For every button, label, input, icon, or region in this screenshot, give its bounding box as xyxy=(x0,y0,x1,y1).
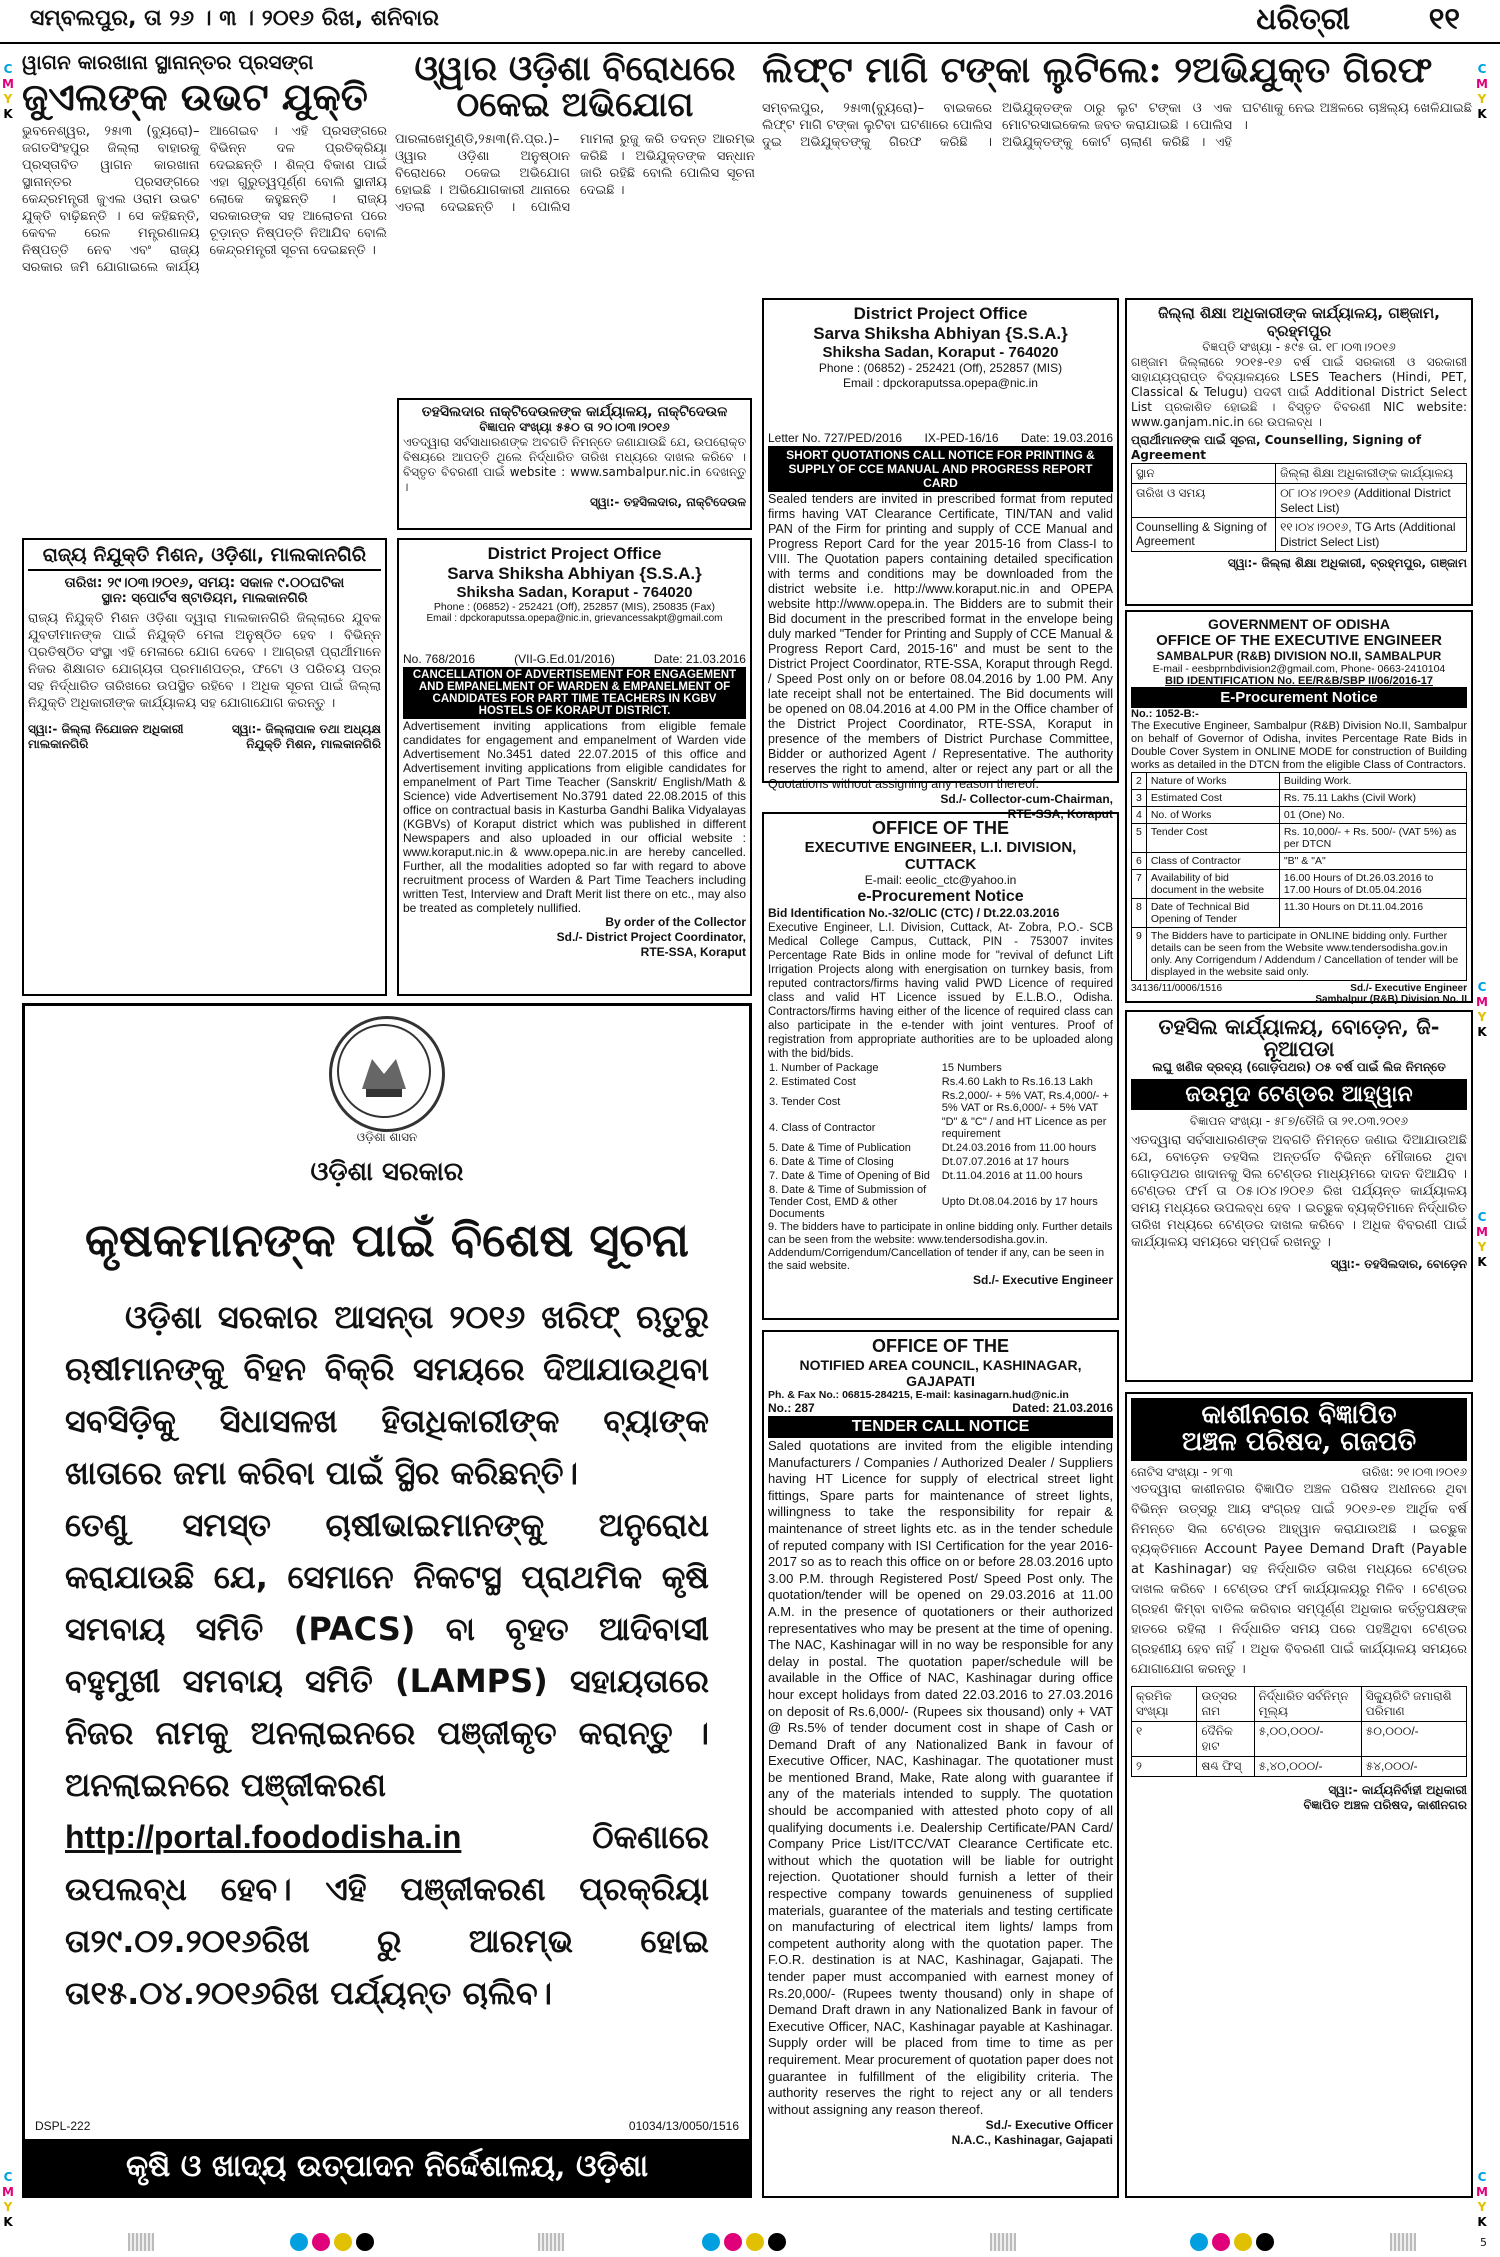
table-row: 2 Nature of Works Building Work. xyxy=(1132,773,1467,790)
notice-footer: 9. The bidders have to participate in online bidding only. Further details can be seen from the website: www.tendersodisha.gov.in. Addendum/Corrigendum/Cancellation of tender if any, can be seen in the said website. xyxy=(768,1221,1113,1272)
table-row: ୧ ଦୈନିକ ହାଟ ୫,୦୦,୦୦୦/- ୫୦,୦୦୦/- xyxy=(1132,1721,1467,1756)
table-row: ୨ ଷଣ୍ଢ ଫିସ୍ ୫,୪୦,୦୦୦/- ୫୪,୦୦୦/- xyxy=(1132,1756,1467,1776)
notice-tahasil-boden xyxy=(1125,1010,1473,1382)
notice-sign-1: Sd./- Collector-cum-Chairman, xyxy=(940,792,1113,806)
notice-ssa-printing xyxy=(762,298,1119,821)
notice-no: ନୋଟିସ ସଂଖ୍ୟା - ୨୮୩ xyxy=(1131,1464,1233,1479)
notice-bar: TENDER CALL NOTICE xyxy=(768,1416,1113,1438)
notice-title: ତହସିଲ କାର୍ଯ୍ୟାଳୟ, ବୋଡ଼େନ, ଜି- ନୂଆପଡା xyxy=(1158,1014,1440,1062)
story-body: ଭୁବନେଶ୍ୱର, ୨୫ା୩ (ବ୍ୟୁରୋ)– ଜଗତସିଂହପୁର ଜିଲ୍ଲା ବାହାରକୁ ପ୍ରସ୍ତାବିତ ୱାଗନ କାରଖାନା ସ୍ଥାନାନ୍ତର ପ୍ରସଙ୍ଗରେ କେନ୍ଦ୍ରମନ୍ତ୍ରୀ ଜୁଏଲ ଓରାମ ଉଭଟ ଯୁକ୍ତି ବାଢ଼ିଛନ୍ତି । ସେ କହିଛନ୍ତି, କେବଳ ରେଳ ମନ୍ତ୍ରଣାଳୟ ନିଷ୍ପତ୍ତି ନେବ ଏବଂ ରାଜ୍ୟ ସରକାର ଜମି ଯୋଗାଇଲେ କାର୍ଯ୍ୟ ଆଗେଇବ । ଏହି ପ୍ରସଙ୍ଗରେ ବିଭିନ୍ନ ଦଳ ପ୍ରତିକ୍ରିୟା ଦେଇଛନ୍ତି । ଶିଳ୍ପ ବିକାଶ ପାଇଁ ଏହା ଗୁରୁତ୍ୱପୂର୍ଣ୍ଣ ବୋଲି ସ୍ଥାନୀୟ ଲୋକେ କହୁଛନ୍ତି । ରାଜ୍ୟ ସରକାରଙ୍କ ସହ ଆଲୋଚନା ପରେ ଚୂଡ଼ାନ୍ତ ନିଷ୍ପତ୍ତି ନିଆଯିବ ବୋଲି କେନ୍ଦ୍ରମନ୍ତ୍ରୀ ସୂଚନା ଦେଇଛନ୍ତି । xyxy=(22,123,387,275)
story-kicker: ୱାଗନ କାରଖାନା ସ୍ଥାନାନ୍ତର ପ୍ରସଙ୍ଗ xyxy=(22,50,314,74)
letter-no: Letter No. 727/PED/2016 xyxy=(768,431,903,445)
cmyk-mark-right-bottom: C M Y K xyxy=(1476,2170,1488,2229)
notice-title-2: EXECUTIVE ENGINEER, L.I. DIVISION, CUTTACK xyxy=(804,839,1077,873)
ad-headline: କୃଷକମାନଙ୍କ ପାଇଁ ବିଶେଷ ସୂଚନା xyxy=(84,1213,690,1268)
masthead xyxy=(0,0,1500,44)
notice-date: Date: 21.03.2016 xyxy=(653,652,746,666)
list-item: 7. Date & Time of Opening of Bid Dt.11.04.2016 at 11.00 hours xyxy=(769,1170,1083,1182)
notice-bar: SHORT QUOTATIONS CALL NOTICE FOR PRINTING & SUPPLY OF CCE MANUAL AND PROGRESS REPORT CARD xyxy=(768,446,1113,492)
notice-address: Shiksha Sadan, Koraput - 764020 xyxy=(456,584,693,601)
list-item: 4. Class of Contractor "D" & "C" / and HT Licence as per requirement xyxy=(769,1116,1107,1140)
story-lift-loot xyxy=(762,49,1472,292)
counselling-table xyxy=(1131,463,1467,552)
notice-sign-1: Sd./- Executive Officer xyxy=(985,2118,1113,2133)
cmyk-mark-right-mid1: C M Y K xyxy=(1476,980,1488,1039)
cmyk-mark-right-mid2: C M Y K xyxy=(1476,1210,1488,1269)
yellow-swatch xyxy=(746,2233,764,2251)
notice-sign: ସ୍ୱା:- ଜିଲ୍ଲା ଶିକ୍ଷା ଅଧିକାରୀ, ବ୍ରହ୍ମପୁର, ଗଞ୍ଜାମ xyxy=(1227,556,1467,570)
notice-number: ବିଜ୍ଞାପନ ସଂଖ୍ୟା - ୫୮୭/ତୌଜି ତା ୨୧.୦୩.୨୦୧୬ xyxy=(1189,1114,1409,1129)
notice-title xyxy=(1131,1398,1467,1461)
notice-tahasildar-nakti xyxy=(397,398,752,530)
notice-title-1: OFFICE OF THE xyxy=(872,818,1009,838)
magenta-swatch xyxy=(1212,2233,1230,2251)
notice-address: Shiksha Sadan, Koraput - 764020 xyxy=(822,344,1059,361)
notice-no: No.: 287 xyxy=(768,1401,815,1415)
notice-title-1: କାଶୀନଗର ବିଜ୍ଞାପିତ xyxy=(1201,1400,1397,1430)
magenta-swatch xyxy=(724,2233,742,2251)
notice-zilla-ganjam xyxy=(1125,298,1473,606)
notice-email: E-mail - eesbprnbdivision2@gmail.com, Phone- 0663-2410104 xyxy=(1152,663,1446,675)
story-headline: ଜୁଏଲଙ୍କ ଉଭଟ ଯୁକ୍ତି xyxy=(22,74,368,119)
notice-ee-sambalpur xyxy=(1125,610,1473,1003)
gray-patch xyxy=(1390,2233,1416,2251)
notice-bar: ଜଉମୁଦ ଟେଣ୍ଡର ଆହ୍ୱାନ xyxy=(1131,1079,1467,1110)
notice-body: Executive Engineer, L.I. Division, Cuttack, At- Zobra, P.O.- SCB Medical College Campus, Cuttack, PIN - 753007 invites Percentage Rate Bids in online mode for "revival of defunct Lift Irrigation Projects along with energisation on turnkey basis, from reputed contractors/firms having valid PWD Licence of required class and valid HT Licence issued by E.L.B.O., Odisha. Contractors/firms having either of the licence of required class can also participate in the e-tender with joint ventures. Proof of registration from appropriate authorities are to be uploaded along with the bid/bids. xyxy=(768,922,1113,1060)
cmyk-mark-right-top: C M Y K xyxy=(1476,62,1488,121)
notice-sign-1: Sd./- District Project Coordinator, xyxy=(556,930,746,944)
notice-email: E-mail: eeolic_ctc@yahoo.in xyxy=(864,873,1017,887)
portal-link[interactable]: http://portal.foododisha.in xyxy=(65,1818,462,1855)
notice-number: ବିଜ୍ଞପ୍ତି ସଂଖ୍ୟା - ୫୯୫ ତା. ୧୮।୦୩।୨୦୧୬ xyxy=(1202,340,1396,354)
ad-code-right: 01034/13/0050/1516 xyxy=(628,2119,739,2133)
story-wagon-factory xyxy=(22,52,387,532)
table-row: ତାରିଖ ଓ ସମୟ ୦୮।୦୪।୨୦୧୬ (Additional District Select List) xyxy=(1132,484,1467,518)
notice-ssa-kgbv xyxy=(397,538,752,996)
sign-left: ସ୍ୱା:- ଜିଲ୍ଲା ନିଯୋଜନ ଅଧିକାରୀ ମାଲକାନଗିରି xyxy=(28,722,184,751)
notice-body: ଗଞ୍ଜାମ ଜିଲ୍ଲାରେ ୨୦୧୫-୧୬ ବର୍ଷ ପାଇଁ ସରକାରୀ ଓ ସରକାରୀ ସାହାଯ୍ୟପ୍ରାପ୍ତ ବିଦ୍ୟାଳୟରେ LSES Teachers (Hindi, PET, Classical & Telugu) ପଦବୀ ପାଇଁ Additional District Select List ପ୍ରକାଶିତ ହୋଇଛି । ବିସ୍ତୃତ ବିବରଣୀ NIC website: www.ganjam.nic.in ରେ ଉପଲବ୍ଧ । xyxy=(1131,355,1467,429)
notice-refs xyxy=(768,431,1113,446)
ad-farmers-notice xyxy=(22,1003,752,2198)
notice-rajya-mission xyxy=(22,538,387,996)
story-body: ପାରଳାଖେମୁଣ୍ଡି,୨୫ା୩(ନି.ପ୍ର.)– ଓ୍ୱାର ଓଡ଼ିଶା ଅନୁଷ୍ଠାନ ବିରୋଧରେ ଠକେଇ ଅଭିଯୋଗ ହୋଇଛି । ଅଭିଯୋଗକାରୀ ଥାନାରେ ଏତଲା ଦେଇଛନ୍ତି । ପୋଲିସ ମାମଲା ରୁଜୁ କରି ତଦନ୍ତ ଆରମ୍ଭ କରିଛି । ଅଭିଯୁକ୍ତଙ୍କ ସନ୍ଧାନ ଜାରି ରହିଛି ବୋଲି ପୋଲିସ ସୂଚନା ଦେଇଛି । xyxy=(395,132,755,216)
notice-title: District Project Office xyxy=(853,304,1028,323)
notice-subtitle: ଲଘୁ ଖଣିଜ ଦ୍ରବ୍ୟ (ଗୋଡ଼ପଥର) ୦୫ ବର୍ଷ ପାଇଁ ଲିଜ ନିମନ୍ତେ xyxy=(1152,1060,1446,1075)
notice-footer xyxy=(1131,983,1467,1005)
yellow-swatch xyxy=(1234,2233,1252,2251)
notice-sign: ସ୍ୱା:- ତହସିଲଦାର, ନାକ୍ଟିଦେଉଳ xyxy=(590,495,746,509)
notice-refs xyxy=(403,652,746,667)
notice-date: Dated: 21.03.2016 xyxy=(1012,1401,1113,1415)
notice-email: Email : dpckoraputssa.opepa@nic.in, grievancessakpt@gmail.com xyxy=(426,613,723,624)
table-heading: ପ୍ରାର୍ଥୀମାନଙ୍କ ପାଇଁ ସୂଚନା, Counselling, Signing of Agreement xyxy=(1131,433,1422,462)
notice-body: ରାଜ୍ୟ ନିଯୁକ୍ତି ମିଶନ ଓଡ଼ିଶା ଦ୍ୱାରା ମାଲକାନଗିରି ଜିଲ୍ଲାରେ ଯୁବକ ଯୁବତୀମାନଙ୍କ ପାଇଁ ନିଯୁକ୍ତି ମେଳା ଅନୁଷ୍ଠିତ ହେବ । ବିଭିନ୍ନ ପ୍ରତିଷ୍ଠିତ ସଂସ୍ଥା ଏହି ମେଳାରେ ଯୋଗ ଦେବେ । ଆଗ୍ରହୀ ପ୍ରାର୍ଥୀମାନେ ନିଜର ଶିକ୍ଷାଗତ ଯୋଗ୍ୟତା ପ୍ରମାଣପତ୍ର, ଫଟୋ ଓ ପରିଚୟ ପତ୍ର ସହ ନିର୍ଦ୍ଧାରିତ ତାରିଖରେ ଉପସ୍ଥିତ ରହିବେ । ଅଧିକ ସୂଚନା ପାଇଁ ଜିଲ୍ଲା ନିଯୁକ୍ତି ଅଧିକାରୀଙ୍କ କାର୍ଯ୍ୟାଳୟ ସହ ଯୋଗାଯୋଗ କରନ୍ତୁ । xyxy=(28,611,381,711)
list-item: 6. Date & Time of Closing Dt.07.07.2016 at 17 hours xyxy=(769,1156,1069,1168)
notice-title: ତହସିଲଦାର ନାକ୍ଟିଦେଉଳଙ୍କ କାର୍ଯ୍ୟାଳୟ, ନାକ୍ଟିଦେଉଳ xyxy=(421,404,728,420)
notice-refs xyxy=(1131,1465,1467,1480)
notice-body: ଏତଦ୍ୱାରା କାଶୀନଗର ବିଜ୍ଞାପିତ ଅଞ୍ଚଳ ପରିଷଦ ଅଧୀନରେ ଥିବା ବିଭିନ୍ନ ଉତ୍ସରୁ ଆୟ ସଂଗ୍ରହ ପାଇଁ ୨୦୧୬-୧୭ ଆର୍ଥିକ ବର୍ଷ ନିମନ୍ତେ ସିଲ ଟେଣ୍ଡର ଆହ୍ୱାନ କରାଯାଉଅଛି । ଇଚ୍ଛୁକ ବ୍ୟକ୍ତିମାନେ Account Payee Demand Draft (Payable at Kashinagar) ସହ ନିର୍ଦ୍ଧାରିତ ତାରିଖ ମଧ୍ୟରେ ଟେଣ୍ଡର ଦାଖଲ କରିବେ । ଟେଣ୍ଡର ଫର୍ମ କାର୍ଯ୍ୟାଳୟରୁ ମିଳିବ । ଟେଣ୍ଡର ଗ୍ରହଣ କିମ୍ବା ବାତିଲ କରିବାର ସମ୍ପୂର୍ଣ୍ଣ ଅଧିକାର କର୍ତ୍ତୃପକ୍ଷଙ୍କ ହାତରେ ରହିଲା । ନିର୍ଦ୍ଧାରିତ ସମୟ ପରେ ପହଞ୍ଚିଥିବା ଟେଣ୍ଡର ଗ୍ରହଣୀୟ ହେବ ନାହିଁ । ଅଧିକ ବିବରଣୀ ପାଇଁ କାର୍ଯ୍ୟାଳୟ ସମୟରେ ଯୋଗାଯୋଗ କରନ୍ତୁ । xyxy=(1131,1481,1467,1677)
table-row: 8 Date of Technical Bid Opening of Tender 11.30 Hours on Dt.11.04.2016 xyxy=(1132,899,1467,928)
notice-sign-2: RTE-SSA, Koraput xyxy=(1007,807,1113,821)
ad-paragraph-1: ଓଡ଼ିଶା ସରକାର ଆସନ୍ତା ୨୦୧୬ ଖରିଫ୍ ଋତୁରୁ ଋଷୀମାନଙ୍କୁ ବିହନ ବିକ୍ରି ସମୟରେ ଦିଆଯାଉଥିବା ସବସିଡ଼ିକୁ ସିଧାସଳଖ ହିତାଧିକାରୀଙ୍କ ବ୍ୟାଙ୍କ ଖାତାରେ ଜମା କରିବା ପାଇଁ ସ୍ଥିର କରିଛନ୍ତି। xyxy=(65,1297,709,1492)
list-item: 1. Number of Package 15 Numbers xyxy=(769,1062,1002,1074)
gray-patch xyxy=(990,2233,1016,2251)
notice-body: ଏତଦ୍ୱାରା ସର୍ବସାଧାରଣଙ୍କ ଅବଗତି ନିମନ୍ତେ ଜଣାଇ ଦିଆଯାଉଅଛି ଯେ, ବୋଡ଼େନ ତହସିଲ ଅନ୍ତର୍ଗତ ବିଭିନ୍ନ ମୌଜାରେ ଥିବା ଗୋଡ଼ପଥର ଖାଦାନକୁ ସିଲ ଟେଣ୍ଡର ମାଧ୍ୟମରେ ଦାଦନ ଦିଆଯିବ । ଟେଣ୍ଡର ଫର୍ମ ତା ୦୫।୦୪।୨୦୧୬ ରିଖ ପର୍ଯ୍ୟନ୍ତ କାର୍ଯ୍ୟାଳୟ ସମୟ ମଧ୍ୟରେ ଉପଲବ୍ଧ ହେବ । ଇଚ୍ଛୁକ ବ୍ୟକ୍ତିମାନେ ନିର୍ଦ୍ଧାରିତ ତାରିଖ ମଧ୍ୟରେ ଟେଣ୍ଡର ଦାଖଲ କରିବେ । ଅଧିକ ବିବରଣୀ ପାଇଁ କାର୍ଯ୍ୟାଳୟ ସମୟରେ ସମ୍ପର୍କ ରଖନ୍ତୁ । xyxy=(1131,1133,1467,1251)
table-row: 7 Availability of bid document in the website 16.00 Hours of Dt.26.03.2016 to 17.00 Hours of Dt.05.04.2016 xyxy=(1132,870,1467,899)
brand-name: ଧରିତ୍ରୀ xyxy=(1256,2,1350,37)
notice-venue: ସ୍ଥାନ: ସ୍ପୋର୍ଟସ ଷ୍ଟାଡିୟମ, ମାଲକାନଗିରି xyxy=(101,591,308,606)
notice-title-2: ଅଞ୍ଚଳ ପରିଷଦ, ଗଜପତି xyxy=(1181,1427,1417,1458)
gray-patch xyxy=(128,2233,154,2251)
table-row: 6 Class of Contractor "B" & "A" xyxy=(1132,853,1467,870)
notice-phone: Phone : (06852) - 252421 (Off), 252857 (MIS) xyxy=(818,361,1063,375)
notice-org: Sarva Shiksha Abhiyan {S.S.A.} xyxy=(447,564,702,583)
story-water-odisha xyxy=(395,49,755,397)
black-swatch xyxy=(1256,2233,1274,2251)
odisha-emblem-icon xyxy=(329,1016,445,1132)
list-item: 3. Tender Cost Rs.2,000/- + 5% VAT, Rs.4,000/- + 5% VAT or Rs.6,000/- + 5% VAT xyxy=(769,1090,1109,1114)
tender-items xyxy=(768,1061,1113,1221)
notice-no: No.: 1052-B:- xyxy=(1131,708,1199,720)
table-row: 9 The Bidders have to participate in ONLINE bidding only. Further details can be seen from the Website www.tendersodisha.gov.in only. Any Corrigendum / Addendum / Cancellation of tender will be displayed in the website said only. xyxy=(1132,928,1467,981)
ad-code-left: DSPL-222 xyxy=(35,2119,91,2133)
list-item: 8. Date & Time of Submission of Tender Cost, EMD & other Documents Upto Dt.08.04.2016 by 17 hours xyxy=(769,1184,1098,1220)
bid-id: Bid Identification No.-32/OLIC (CTC) / Dt.22.03.2016 xyxy=(768,906,1060,920)
eproc-table xyxy=(1131,772,1467,981)
table-row: 5 Tender Cost Rs. 10,000/- + Rs. 500/- (VAT 5%) as per DTCN xyxy=(1132,824,1467,853)
black-swatch xyxy=(356,2233,374,2251)
notice-contact: Ph. & Fax No.: 06815-284215, E-mail: kasinagarn.hud@nic.in xyxy=(768,1389,1069,1401)
notice-title-1: OFFICE OF THE xyxy=(872,1336,1009,1356)
notice-sign-0: By order of the Collector xyxy=(605,915,746,929)
notice-sign: ସ୍ୱା:- ତହସିଲଦାର, ବୋଡ଼େନ xyxy=(1330,1257,1467,1272)
notice-subtitle: e-Procurement Notice xyxy=(857,888,1024,905)
black-swatch xyxy=(768,2233,786,2251)
notice-sign-2: N.A.C., Kashinagar, Gajapati xyxy=(951,2133,1113,2148)
story-body: ସମ୍ବଲପୁର, ୨୫ା୩(ବ୍ୟୁରୋ)– ବାଇକରେ ଲିଫ୍ଟ ମାଗି ଟଙ୍କା ଲୁଟିବା ଘଟଣାରେ ପୋଲିସ ଦୁଇ ଅଭିଯୁକ୍ତଙ୍କୁ ଗିରଫ କରିଛି । ଅଭିଯୁକ୍ତଙ୍କ ଠାରୁ ଲୁଟ ଟଙ୍କା ଓ ଏକ ମୋଟରସାଇକେଲ ଜବତ କରାଯାଇଛି । ପୋଲିସ ଅଭିଯୁକ୍ତଙ୍କୁ କୋର୍ଟ ଚାଲାଣ କରିଛି । ଏହି ଘଟଣାକୁ ନେଇ ଅଞ୍ଚଳରେ ଚାଞ୍ଚଲ୍ୟ ଖେଳିଯାଇଛି । xyxy=(762,100,1472,150)
bid-id: BID IDENTIFICATION No. EE/R&B/SBP II/06/2016-17 xyxy=(1165,675,1433,687)
cyan-swatch xyxy=(1190,2233,1208,2251)
list-item: 5. Date & Time of Publication Dt.24.03.2016 from 11.00 hours xyxy=(769,1142,1097,1154)
table-row: ସ୍ଥାନ ଜିଲ୍ଲା ଶିକ୍ଷା ଅଧିକାରୀଙ୍କ କାର୍ଯ୍ୟାଳୟ xyxy=(1132,464,1467,484)
notice-title-2: OFFICE OF THE EXECUTIVE ENGINEER xyxy=(1156,632,1442,649)
page-number: ୧୧ xyxy=(1428,2,1460,37)
notice-title: District Project Office xyxy=(487,544,662,563)
cyan-swatch xyxy=(290,2233,308,2251)
notice-refs xyxy=(768,1401,1113,1416)
table-row: 3 Estimated Cost Rs. 75.11 Lakhs (Civil Work) xyxy=(1132,790,1467,807)
notice-date: Date: 19.03.2016 xyxy=(1020,431,1113,445)
ref-code: 34136/11/0006/1516 xyxy=(1131,983,1223,994)
corner-number: 5 xyxy=(1480,2236,1487,2249)
notice-sign-2: RTE-SSA, Koraput xyxy=(640,945,746,959)
notice-ee-cuttack xyxy=(762,812,1119,1320)
notice-body: Advertisement inviting applications from eligible female candidates for engagement and empanelment of Warden vide Advertisement No.3451 dated 22.07.2015 of this office and Advertisement inviting applications from eligible candidates for empanelment of Part Time Teacher (Sanskrit/ English/Math & Science) vide Advertisement No.3791 dated 22.08.2015 of this office on contractual basis in Kasturba Gandhi Balika Vidyalayas (KGBVs) of Koraput district which was published in different Newspapers and also uploaded in our official website : www.koraput.nic.in & www.opepa.nic.in are hereby cancelled. Further, all the modalities adopted so far with regard to above recruitment process of Warden & Part Time Teachers including written Test, Interview and Draft Merit list there on etc., may also be treated as completely nullified. xyxy=(403,719,746,915)
story-headline: ଲିଫ୍ଟ ମାଗି ଟଙ୍କା ଲୁଟିଲେ: ୨ଅଭିଯୁକ୍ତ ଗିରଫ xyxy=(762,49,1433,91)
notice-phone: Phone : (06852) - 252421 (Off), 252857 (MIS), 250835 (Fax) xyxy=(433,601,716,613)
notice-signs xyxy=(28,722,381,752)
notice-bar: E-Procurement Notice xyxy=(1131,687,1467,708)
source-table xyxy=(1131,1686,1467,1777)
notice-body: Saled quotations are invited from the eligible intending Manufacturers / Companies / Authorized Dealer / Suppliers having HT Licence for supply of electrical street light fittings, Spare parts for maintenance of street lights, willingness to take the responsibility for repair & maintenance of street lights etc. as in the tender schedule of reputed company with ISI Certification for the year 2016-2017 so as to reach this office on or before 28.03.2016 upto 3.00 P.M. through Registered Post/ Speed Post only. The quotation/tender will be opened on 29.03.2016 at 11.00 A.M. in the presence of quotationers or their authorized representatives who may be present at the time of opening. The NAC, Kashinagar will in no way be responsible for any delay in postal. The quotation paper/schedule will be available in the Office of NAC, Kashinagar during office hour except holidays from dated 22.03.2016 to 27.03.2016 on deposit of Rs.6,000/- (Rupees six thousand) only + VAT @ Rs.5% of tender document cost in shape of Cash or Demand Draft of any Nationalized Bank in favour of Executive Officer, NAC, Kashinagar. The quotationer must be mentioned Brand, Make, Rate along with guarantee if any of the materials intended to supply. The quotation should be accompanied with attested photo copy of all qualifying documents i.e. Dealership Certificate/PAN Card/ Company Price List/ITCC/VAT Clearance Certificate etc. without which the quotation will be liable for outright rejection. Quotationer should furnish a letter of their respective company towards genuineness of supplied materials, guarantee of the materials and testing certificate on manufacturing of electrical item lights/ lamps from competent authority along with the quotation paper. The F.O.R. destination is at NAC, Kashinagar, Gajapati. The tender paper must accompanied with earnest money of Rs.20,000/- (Rupees twenty thousand) only in shape of Demand Draft drawn in any Nationalized Bank in favour of Executive Officer, NAC, Kashinagar payable at Kashinagar. Supply order will be placed from time to time as per requirement. Mear procurement of quotation paper does not guarantee in fulfillment of the eligibility criteria. The authority reserves the right to reject any or all tenders without assigning any reason thereof. xyxy=(768,1438,1113,2117)
cyan-swatch xyxy=(702,2233,720,2251)
ref-no: (VII-G.Ed.01/2016) xyxy=(514,652,615,666)
ad-govt: ଓଡ଼ିଶା ସରକାର xyxy=(310,1157,464,1187)
notice-bar: CANCELLATION OF ADVERTISEMENT FOR ENGAGEMENT AND EMPANELMENT OF WARDEN & EMPANELMENT OF CANDIDATES FOR PART TIME TEACHERS IN KGBV HOSTELS OF KORAPUT DISTRICT. xyxy=(403,667,746,719)
table-header: କ୍ରମିକ ସଂଖ୍ୟା ଉତ୍ସର ନାମ ନିର୍ଦ୍ଧାରିତ ସର୍ବନିମ୍ନ ମୂଲ୍ୟ ସିକ୍ୟୁରିଟି ଜମାରାଶି ପରିମାଣ xyxy=(1132,1686,1467,1721)
notice-intro: The Executive Engineer, Sambalpur (R&B) Division No.II, Sambalpur on behalf of Governor of Odisha, invites Percentage Rate Bids in Double Cover System in ONLINE MODE for construction of Building works as detailed in the DTCN from the eligible Class of Contractors. xyxy=(1131,720,1467,771)
gray-patch xyxy=(538,2233,564,2251)
table-row: Counselling & Signing of Agreement ୧୧।୦୪।୨୦୧୬, TG Arts (Additional District Select List) xyxy=(1132,518,1467,552)
notice-title-2: NOTIFIED AREA COUNCIL, KASHINAGAR, GAJAPATI xyxy=(799,1357,1082,1389)
notice-kashinagar-odia xyxy=(1125,1392,1473,2198)
notice-date: ତାରିଖ: ୨୧।୦୩।୨୦୧୬ xyxy=(1361,1464,1467,1479)
cmyk-mark-left-top: C M Y K xyxy=(2,62,14,121)
notice-body: ଏତଦ୍ୱାରା ସର୍ବସାଧାରଣଙ୍କ ଅବଗତି ନିମନ୍ତେ ଜଣାଯାଉଛି ଯେ, ଉପରୋକ୍ତ ବିଷୟରେ ଆପତ୍ତି ଥିଲେ ନିର୍ଦ୍ଧାରିତ ତାରିଖ ମଧ୍ୟରେ ଦାଖଲ କରିବେ । ବିସ୍ତୃତ ବିବରଣୀ ପାଇଁ website : www.sambalpur.nic.in ଦେଖନ୍ତୁ । xyxy=(403,435,746,494)
notice-title: ଜିଲ୍ଲା ଶିକ୍ଷା ଅଧିକାରୀଙ୍କ କାର୍ଯ୍ୟାଳୟ, ଗଞ୍ଜାମ, ବ୍ରହ୍ମପୁର xyxy=(1158,304,1440,340)
notice-title-3: SAMBALPUR (R&B) DIVISION NO.II, SAMBALPUR xyxy=(1156,649,1442,663)
list-item: 2. Estimated Cost Rs.4.60 Lakh to Rs.16.13 Lakh xyxy=(769,1076,1093,1088)
notice-nac-kashinagar xyxy=(762,1330,1119,2198)
notice-title: ରାଜ୍ୟ ନିଯୁକ୍ତି ମିଶନ, ଓଡ଼ିଶା, ମାଲକାନଗିରି xyxy=(28,544,381,571)
sign-right: ସ୍ୱା:- ଜିଲ୍ଲାପାଳ ତଥା ଅଧ୍ୟକ୍ଷ ନିଯୁକ୍ତି ମିଶନ, ମାଲକାନଗିରି xyxy=(231,722,381,751)
ad-footer-bar: କୃଷି ଓ ଖାଦ୍ୟ ଉତ୍ପାଦନ ନିର୍ଦ୍ଦେଶାଳୟ, ଓଡ଼ିଶା xyxy=(25,2139,749,2195)
notice-date-time: ତାରିଖ: ୨୯।୦୩।୨୦୧୬, ସମୟ: ସକାଳ ୯.୦୦ଘଟିକା xyxy=(64,575,345,591)
letter-no: No. 768/2016 xyxy=(403,652,476,666)
notice-body: Sealed tenders are invited in prescribed format from reputed firms having VAT Clearance Certificate, TIN/TAN and valid PAN of the Firm for printing and supply of CCE Manual and Progress Report Card for the year 2015-16 from Class-I to VIII. The Quotation papers containing detailed specification with terms and conditions may be downloaded from the district website i.e. http://www.koraput.nic.in and OPEPA website http://www.opepa.in. The Bidders are to submit their Bid document in the prescribed format in the envelope being duly marked "Tender for Printing and Supply of CCE Manual & Progress Report Card, 2015-16" and must be sent to the District Project Coordinator, RTE-SSA, Koraput through Regd. / Speed Post only on or before 08.04.2016 by 1.00 PM. Any late receipt shall not be entertained. The Bid documents will be opened on 08.04.2016 at 4.00 PM in the Office chamber of the District Project Coordinator, RTE-SSA, Koraput in presence of the members of District Purchase Committee, Bidder or authorized Agent / Representative. The authority reserves the right to amend, alter or reject any part or all the Quotations without assigning any reason thereof. xyxy=(768,492,1113,791)
ref-no: IX-PED-16/16 xyxy=(924,431,999,445)
notice-org: Sarva Shiksha Abhiyan {S.S.A.} xyxy=(813,324,1068,343)
notice-sign-1: ସ୍ୱା:- କାର୍ଯ୍ୟନିର୍ବାହୀ ଅଧିକାରୀ xyxy=(1328,1782,1467,1797)
notice-sign: Sd./- Executive Engineer xyxy=(972,1273,1113,1287)
magenta-swatch xyxy=(312,2233,330,2251)
notice-sign-2: ବିଜ୍ଞାପିତ ଅଞ୍ଚଳ ପରିଷଦ, କାଶୀନଗର xyxy=(1303,1797,1467,1812)
notice-subtitle: ବିଜ୍ଞାପନ ସଂଖ୍ୟା ୫୫୦ ତା ୨୦।୦୩।୨୦୧୬ xyxy=(479,420,670,434)
ad-paragraph-3: http://portal.foododisha.in ଠିକଣାରେ ଉପଲବ୍ଧ ହେବ। ଏହି ପଞ୍ଜୀକରଣ ପ୍ରକ୍ରିୟା ତା୨୯.୦୨.୨୦୧୬ରିଖ ରୁ ଆରମ୍ଭ ହୋଇ ତା୧୫.୦୪.୨୦୧୬ରିଖ ପର୍ଯ୍ୟନ୍ତ ଚାଲିବ। xyxy=(65,1817,709,2012)
yellow-swatch xyxy=(334,2233,352,2251)
emblem-caption: ଓଡ଼ିଶା ଶାସନ xyxy=(356,1130,418,1144)
notice-title-1: GOVERNMENT OF ODISHA xyxy=(1207,616,1390,632)
emblem-graphic xyxy=(332,1019,436,1123)
date-line: ସମ୍ବଲପୁର, ତା ୨୬ । ୩ । ୨୦୧୬ ରିଖ, ଶନିବାର xyxy=(30,6,439,31)
table-row: 4 No. of Works 01 (One) No. xyxy=(1132,807,1467,824)
cmyk-mark-left-bottom: C M Y K xyxy=(2,2170,14,2229)
notice-sign: Sd./- Executive Engineer Sambalpur (R&B) Division No. II xyxy=(1315,983,1467,1005)
ad-paragraph-2: ତେଣୁ ସମସ୍ତ ଚାଷୀଭାଇମାନଙ୍କୁ ଅନୁରୋଧ କରାଯାଉଛି ଯେ, ସେମାନେ ନିକଟସ୍ଥ ପ୍ରାଥମିକ କୃଷି ସମବାୟ ସମିତି (PACS) ବା ବୃହତ ଆଦିବାସୀ ବହୁମୁଖୀ ସମବାୟ ସମିତି (LAMPS) ସହାୟତାରେ ନିଜର ନାମକୁ ଅନଲାଇନରେ ପଞ୍ଜୀକୃତ କରାନ୍ତୁ । ଅନଲାଇନରେ ପଞ୍ଜୀକରଣ xyxy=(65,1505,709,1804)
story-headline: ଓ୍ୱାର ଓଡ଼ିଶା ବିରୋଧରେ ଠକେଇ ଅଭିଯୋଗ xyxy=(414,49,736,125)
notice-email: Email : dpckoraputssa.opepa@nic.in xyxy=(843,376,1038,390)
